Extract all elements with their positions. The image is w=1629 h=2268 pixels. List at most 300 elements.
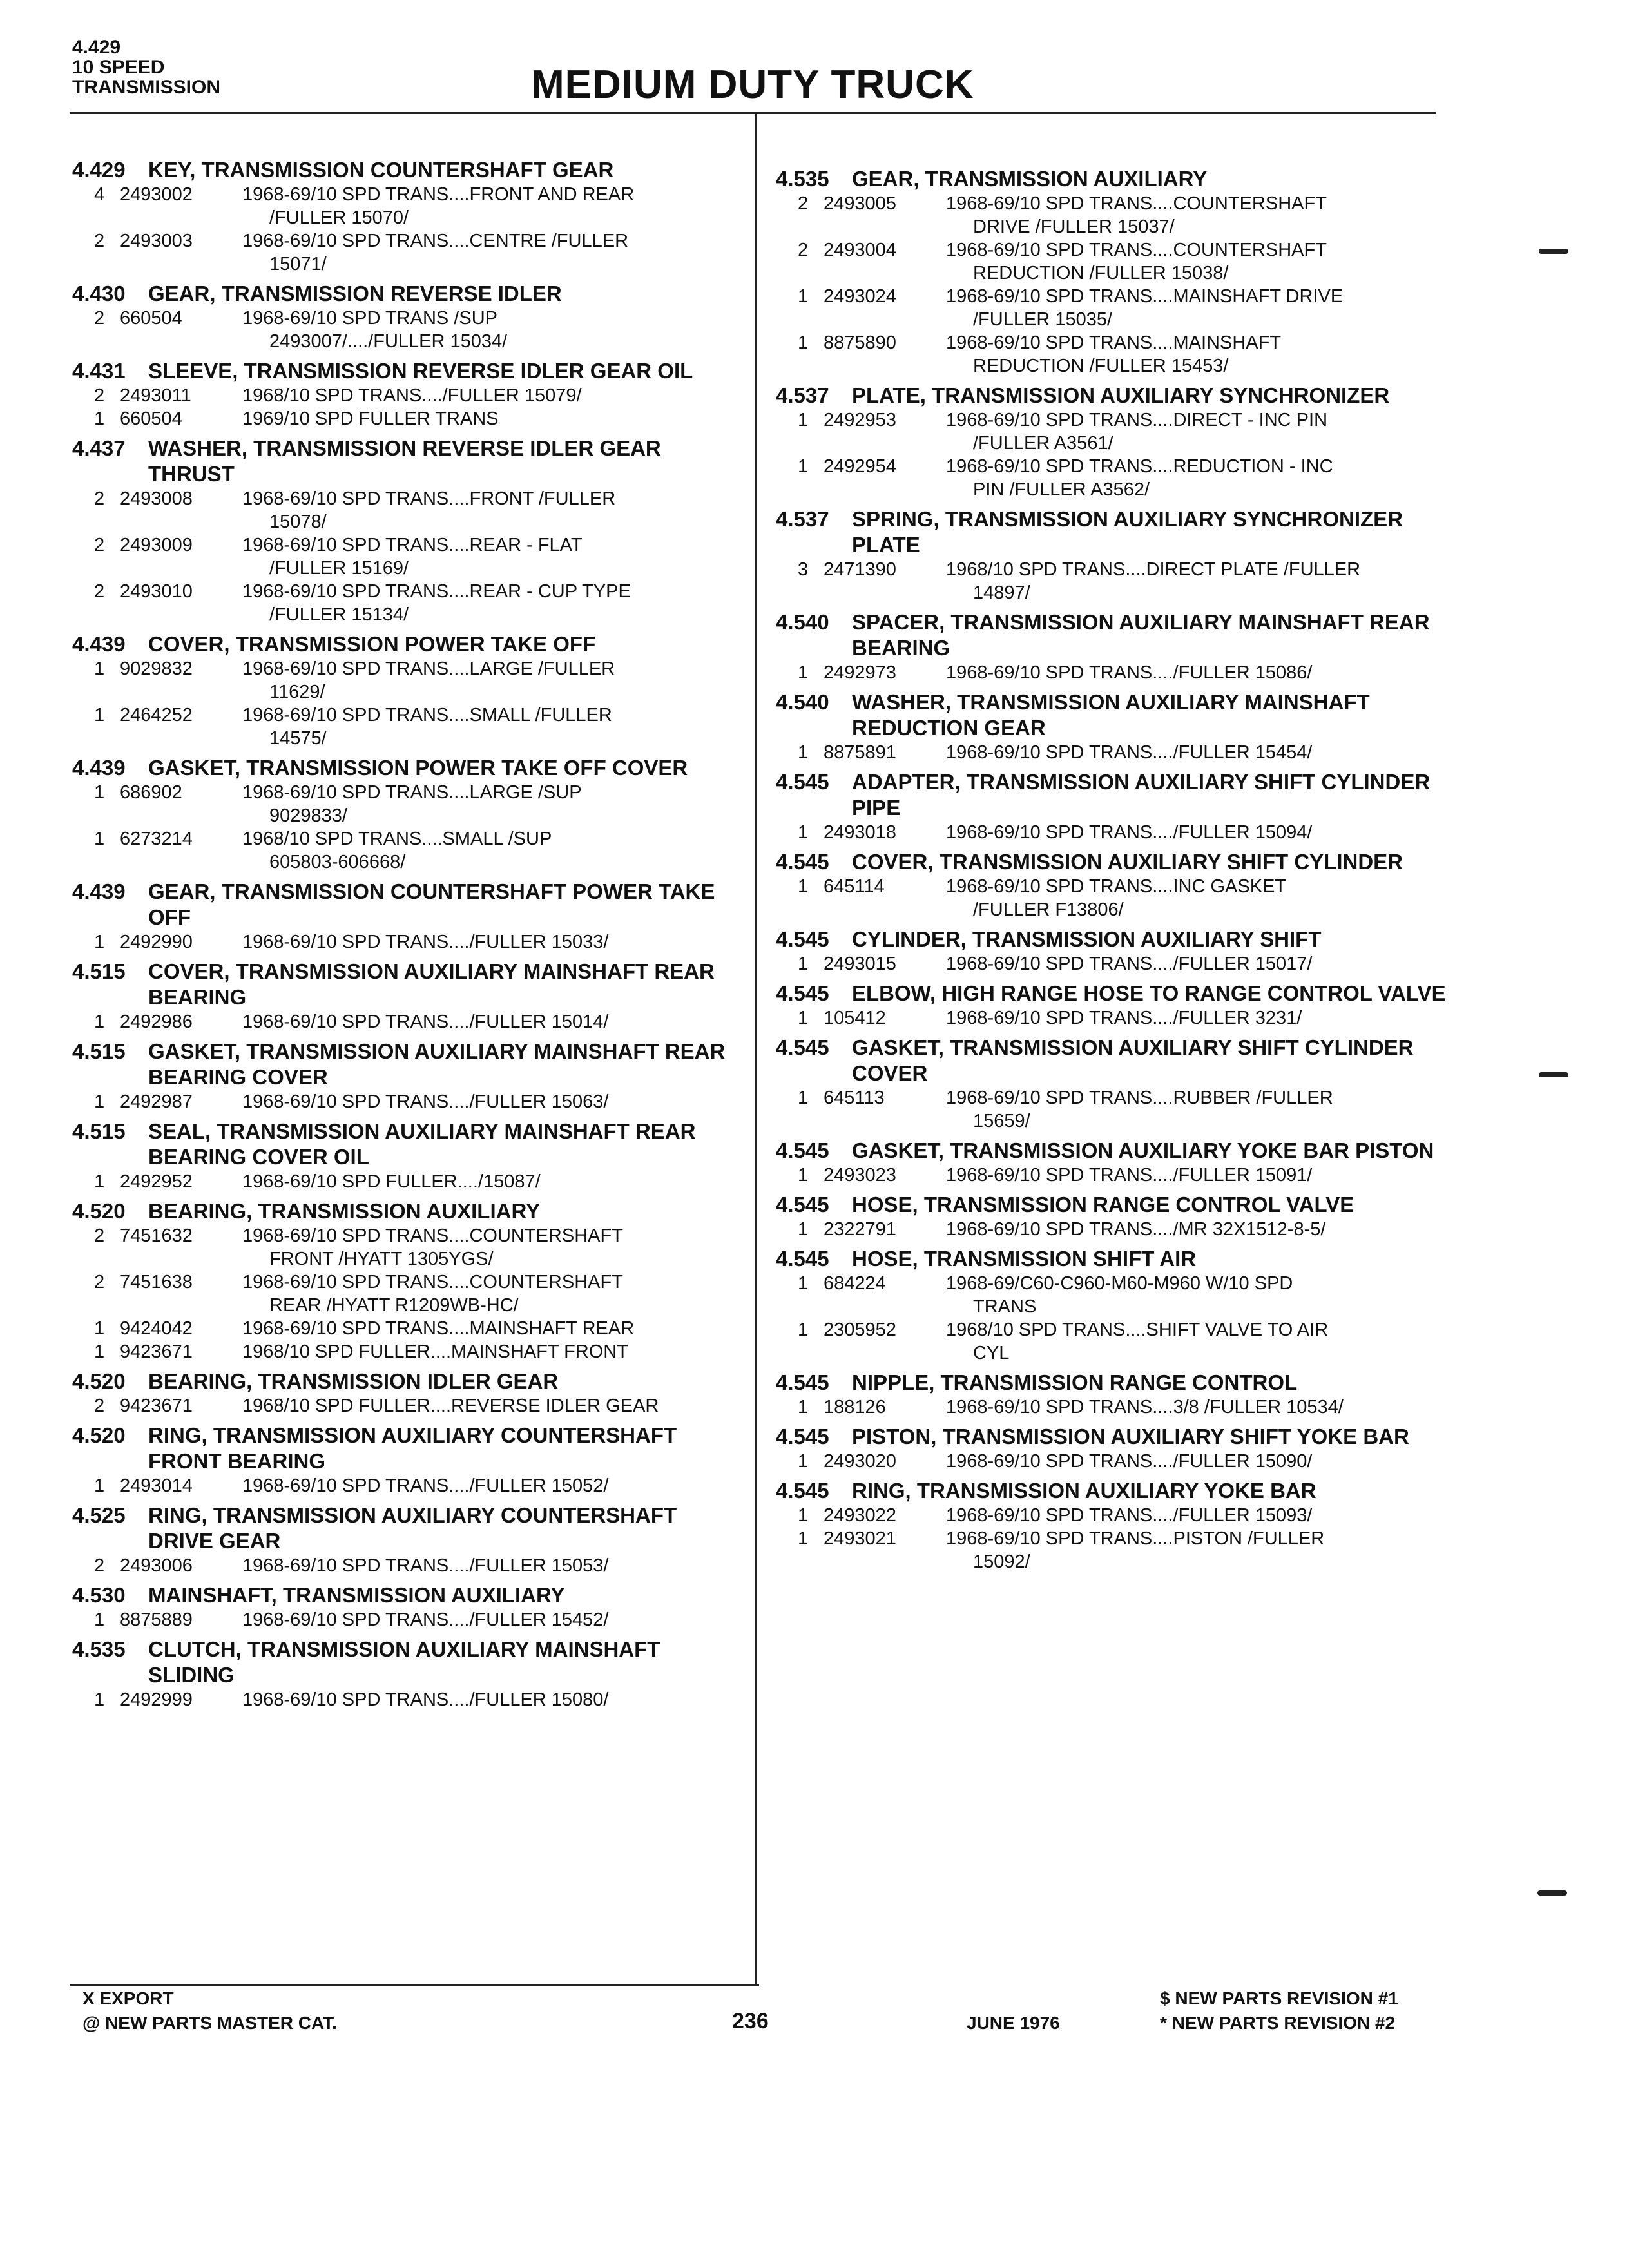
part-description-continuation: 14897/ xyxy=(973,582,1030,603)
part-number: 2493002 xyxy=(120,184,193,205)
part-description xyxy=(941,952,1446,975)
part-row xyxy=(776,1164,1446,1187)
part-description-line: 1968-69/10 SPD TRANS....RUBBER /FULLER xyxy=(946,1088,1333,1108)
part-description-line: 1968-69/10 SPD TRANS....COUNTERSHAFT xyxy=(242,1225,623,1246)
part-number: 2493008 xyxy=(120,488,193,509)
part-description-line: 1968-69/10 SPD TRANS..../FULLER 15090/ xyxy=(946,1451,1313,1472)
section-heading xyxy=(776,849,1446,875)
header-section-label xyxy=(72,37,220,97)
part-row xyxy=(72,1271,742,1317)
part-description-continuation: REDUCTION /FULLER 15038/ xyxy=(973,263,1229,284)
catalog-section xyxy=(776,689,1446,764)
part-description-line: 1968-69/10 SPD TRANS..../FULLER 15093/ xyxy=(946,1505,1313,1526)
part-description-line: 1968-69/10 SPD TRANS..../FULLER 15052/ xyxy=(242,1475,609,1496)
section-heading xyxy=(776,506,1446,558)
margin-tick-mark xyxy=(1537,1890,1567,1896)
part-description-line: 1968-69/10 SPD TRANS....SMALL /FULLER xyxy=(242,705,612,726)
section-number: 4.431 xyxy=(72,359,126,383)
part-quantity: 1 xyxy=(94,1318,105,1339)
part-number: 2305952 xyxy=(824,1320,896,1340)
part-description xyxy=(941,661,1446,684)
part-description-line: 1968-69/10 SPD TRANS....FRONT AND REAR xyxy=(242,184,635,205)
catalog-section xyxy=(776,769,1446,844)
part-description xyxy=(941,455,1446,501)
section-title: SLEEVE, TRANSMISSION REVERSE IDLER GEAR OIL xyxy=(148,359,693,383)
part-number: 2493018 xyxy=(824,822,896,843)
part-description xyxy=(237,533,742,580)
part-description-continuation: /FULLER 15169/ xyxy=(269,558,409,579)
section-number: 4.515 xyxy=(72,1119,126,1143)
section-title: HOSE, TRANSMISSION RANGE CONTROL VALVE xyxy=(852,1193,1354,1216)
part-quantity: 1 xyxy=(798,1505,809,1526)
section-title: COVER, TRANSMISSION AUXILIARY SHIFT CYLINDER xyxy=(852,850,1403,874)
catalog-section xyxy=(72,1119,742,1193)
part-number: 2493010 xyxy=(120,581,193,602)
part-quantity: 1 xyxy=(798,410,809,430)
part-number: 2471390 xyxy=(824,559,896,580)
section-number: 4.520 xyxy=(72,1369,126,1393)
part-description-line: 1968-69/10 SPD TRANS /SUP xyxy=(242,308,497,329)
part-quantity: 1 xyxy=(94,782,105,803)
catalog-section xyxy=(776,1370,1446,1419)
part-quantity: 1 xyxy=(94,1171,105,1192)
section-heading xyxy=(776,1192,1446,1218)
part-description-line: 1968-69/10 SPD TRANS..../FULLER 15086/ xyxy=(946,662,1313,683)
part-description xyxy=(941,1006,1446,1030)
part-quantity: 2 xyxy=(798,240,809,260)
part-quantity: 1 xyxy=(798,1088,809,1108)
part-row xyxy=(776,455,1446,501)
part-row xyxy=(776,1218,1446,1241)
part-row xyxy=(776,1396,1446,1419)
part-description-line: 1968-69/10 SPD TRANS..../FULLER 3231/ xyxy=(946,1008,1302,1028)
part-description-line: 1968-69/10 SPD TRANS..../FULLER 15063/ xyxy=(242,1091,609,1112)
part-row xyxy=(72,1474,742,1497)
catalog-section xyxy=(776,1138,1446,1187)
part-description-line: 1968-69/10 SPD TRANS....COUNTERSHAFT xyxy=(242,1272,623,1293)
part-quantity: 1 xyxy=(798,1451,809,1472)
catalog-section xyxy=(72,1582,742,1631)
part-description-continuation: /FULLER F13806/ xyxy=(973,899,1124,920)
part-quantity: 1 xyxy=(798,1273,809,1294)
part-row xyxy=(72,1224,742,1271)
section-number: 4.439 xyxy=(72,632,126,656)
part-description-continuation: 15078/ xyxy=(269,512,327,532)
section-heading xyxy=(776,1246,1446,1272)
part-description-continuation: PIN /FULLER A3562/ xyxy=(973,479,1150,500)
bottom-divider xyxy=(70,1984,759,1986)
section-title: MAINSHAFT, TRANSMISSION AUXILIARY xyxy=(148,1583,565,1607)
part-description-line: 1969/10 SPD FULLER TRANS xyxy=(242,408,499,429)
part-description-line: 1968-69/10 SPD TRANS....LARGE /FULLER xyxy=(242,658,615,679)
column-divider xyxy=(755,113,757,1984)
part-number: 188126 xyxy=(824,1397,886,1418)
part-number: 2492987 xyxy=(120,1091,193,1112)
part-number: 2493024 xyxy=(824,286,896,307)
part-row xyxy=(776,875,1446,921)
section-heading xyxy=(72,1503,742,1554)
section-heading xyxy=(72,879,742,930)
part-quantity: 1 xyxy=(94,932,105,952)
part-quantity: 2 xyxy=(94,1396,105,1416)
part-number: 2492986 xyxy=(120,1012,193,1032)
section-title: SPRING, TRANSMISSION AUXILIARY SYNCHRONIZER PLATE xyxy=(852,507,1403,557)
section-title: GEAR, TRANSMISSION REVERSE IDLER xyxy=(148,282,562,305)
part-number: 9423671 xyxy=(120,1341,193,1362)
part-description-line: 1968-69/10 SPD TRANS....REAR - CUP TYPE xyxy=(242,581,631,602)
part-number: 2493020 xyxy=(824,1451,896,1472)
part-description-continuation: 9029833/ xyxy=(269,805,347,826)
catalog-section xyxy=(72,281,742,353)
part-row xyxy=(72,229,742,276)
section-number: 4.520 xyxy=(72,1423,126,1447)
part-number: 8875889 xyxy=(120,1610,193,1630)
part-description xyxy=(237,1224,742,1271)
part-number: 2493015 xyxy=(824,954,896,974)
header-page-ref: 4.429 xyxy=(72,37,121,58)
part-description xyxy=(941,238,1446,285)
part-description-line: 1968/10 SPD TRANS..../FULLER 15079/ xyxy=(242,385,582,406)
part-number: 7451632 xyxy=(120,1225,193,1246)
section-heading xyxy=(72,631,742,657)
section-heading xyxy=(72,1369,742,1394)
part-description xyxy=(237,1170,742,1193)
section-number: 4.540 xyxy=(776,610,829,634)
part-description xyxy=(237,657,742,704)
part-row xyxy=(776,1450,1446,1473)
part-number: 645114 xyxy=(824,876,885,897)
part-number: 9029832 xyxy=(120,658,193,679)
part-quantity: 1 xyxy=(94,1091,105,1112)
part-description xyxy=(237,704,742,750)
part-quantity: 1 xyxy=(798,286,809,307)
part-row xyxy=(72,1170,742,1193)
part-description-continuation: 15071/ xyxy=(269,254,327,274)
part-row xyxy=(72,183,742,229)
part-description xyxy=(941,1318,1446,1365)
section-heading xyxy=(72,1423,742,1474)
part-description-continuation: CYL xyxy=(973,1343,1010,1363)
part-description-line: 1968-69/10 SPD TRANS..../FULLER 15094/ xyxy=(946,822,1313,843)
part-description xyxy=(237,1317,742,1340)
part-description-continuation: REDUCTION /FULLER 15453/ xyxy=(973,356,1229,376)
catalog-section xyxy=(72,1503,742,1577)
section-number: 4.530 xyxy=(72,1583,126,1607)
part-row xyxy=(72,307,742,353)
section-number: 4.429 xyxy=(72,158,126,182)
section-heading xyxy=(776,1370,1446,1396)
section-number: 4.540 xyxy=(776,690,829,714)
part-number: 2493023 xyxy=(824,1165,896,1186)
catalog-section xyxy=(776,927,1446,975)
part-description-line: 1968-69/10 SPD TRANS....COUNTERSHAFT xyxy=(946,193,1327,214)
part-number: 2493022 xyxy=(824,1505,896,1526)
header-speed: 10 SPEED xyxy=(72,57,165,78)
part-row xyxy=(72,407,742,430)
part-description-line: 1968-69/10 SPD TRANS....CENTRE /FULLER xyxy=(242,231,629,251)
part-row xyxy=(776,408,1446,455)
part-row xyxy=(776,238,1446,285)
part-quantity: 1 xyxy=(798,1219,809,1240)
part-number: 2492952 xyxy=(120,1171,193,1192)
left-column xyxy=(72,157,742,1716)
part-description xyxy=(941,741,1446,764)
section-heading xyxy=(72,436,742,487)
section-number: 4.545 xyxy=(776,1425,829,1448)
margin-tick-mark xyxy=(1539,249,1568,254)
part-row xyxy=(776,952,1446,975)
part-number: 684224 xyxy=(824,1273,886,1294)
section-title: HOSE, TRANSMISSION SHIFT AIR xyxy=(852,1247,1197,1271)
part-quantity: 2 xyxy=(94,308,105,329)
part-row xyxy=(72,384,742,407)
section-heading xyxy=(72,358,742,384)
part-number: 7451638 xyxy=(120,1272,193,1293)
part-description-continuation: FRONT /HYATT 1305YGS/ xyxy=(269,1249,494,1269)
part-number: 660504 xyxy=(120,308,182,329)
part-quantity: 2 xyxy=(94,385,105,406)
section-number: 4.537 xyxy=(776,507,829,531)
section-title: CYLINDER, TRANSMISSION AUXILIARY SHIFT xyxy=(852,927,1322,951)
section-number: 4.520 xyxy=(72,1199,126,1223)
section-number: 4.537 xyxy=(776,383,829,407)
section-title: RING, TRANSMISSION AUXILIARY COUNTERSHAFT FRONT BEARING xyxy=(148,1423,677,1473)
part-quantity: 4 xyxy=(94,184,105,205)
part-number: 105412 xyxy=(824,1008,886,1028)
part-description-line: 1968-69/10 SPD TRANS..../MR 32X1512-8-5/ xyxy=(946,1219,1326,1240)
part-quantity: 2 xyxy=(94,581,105,602)
part-quantity: 1 xyxy=(94,1341,105,1362)
part-number: 2493005 xyxy=(824,193,896,214)
part-quantity: 1 xyxy=(94,658,105,679)
part-description xyxy=(237,930,742,954)
part-description-continuation: REAR /HYATT R1209WB-HC/ xyxy=(269,1295,519,1316)
section-heading xyxy=(776,1138,1446,1164)
part-description xyxy=(941,408,1446,455)
header-category: TRANSMISSION xyxy=(72,77,221,98)
section-title: GASKET, TRANSMISSION AUXILIARY YOKE BAR PISTON xyxy=(852,1139,1434,1162)
part-description-line: 1968/10 SPD TRANS....DIRECT PLATE /FULLER xyxy=(946,559,1361,580)
part-row xyxy=(72,930,742,954)
part-number: 2322791 xyxy=(824,1219,896,1240)
part-number: 2493003 xyxy=(120,231,193,251)
part-quantity: 1 xyxy=(798,662,809,683)
part-row xyxy=(72,487,742,533)
section-number: 4.535 xyxy=(776,167,829,191)
page-title: MEDIUM DUTY TRUCK xyxy=(531,62,974,107)
part-description-line: 1968-69/10 SPD TRANS....DIRECT - INC PIN xyxy=(946,410,1328,430)
part-number: 2493011 xyxy=(120,385,191,406)
footer-revision-1: $ NEW PARTS REVISION #1 xyxy=(1160,1988,1398,2008)
page-number: 236 xyxy=(732,2009,769,2033)
part-row xyxy=(72,1554,742,1577)
section-heading xyxy=(776,689,1446,741)
footer-revision-2: * NEW PARTS REVISION #2 xyxy=(1160,2013,1396,2033)
part-description xyxy=(237,1554,742,1577)
part-quantity: 2 xyxy=(94,488,105,509)
section-number: 4.515 xyxy=(72,1039,126,1063)
part-description-line: 1968-69/10 SPD FULLER..../15087/ xyxy=(242,1171,541,1192)
catalog-section xyxy=(776,981,1446,1030)
part-row xyxy=(776,1504,1446,1527)
part-row xyxy=(776,331,1446,378)
part-description xyxy=(237,1688,742,1711)
catalog-section xyxy=(776,1246,1446,1365)
part-description xyxy=(941,1527,1446,1573)
part-row xyxy=(72,1340,742,1363)
section-title: GASKET, TRANSMISSION AUXILIARY MAINSHAFT REAR BEARING COVER xyxy=(148,1039,726,1089)
part-row xyxy=(776,285,1446,331)
section-title: ELBOW, HIGH RANGE HOSE TO RANGE CONTROL VALVE xyxy=(852,981,1446,1005)
catalog-section xyxy=(72,879,742,954)
catalog-section xyxy=(72,631,742,750)
section-title: COVER, TRANSMISSION POWER TAKE OFF xyxy=(148,632,596,656)
part-number: 6273214 xyxy=(120,829,193,849)
part-description-continuation: /FULLER A3561/ xyxy=(973,433,1113,454)
part-quantity: 1 xyxy=(94,1689,105,1710)
part-row xyxy=(72,657,742,704)
section-title: PLATE, TRANSMISSION AUXILIARY SYNCHRONIZER xyxy=(852,383,1390,407)
part-quantity: 1 xyxy=(798,742,809,763)
part-row xyxy=(776,1527,1446,1573)
part-description-line: 1968-69/10 SPD TRANS..../FULLER 15080/ xyxy=(242,1689,609,1710)
part-quantity: 1 xyxy=(94,1475,105,1496)
part-description-line: 1968-69/10 SPD TRANS....REAR - FLAT xyxy=(242,535,583,555)
section-heading xyxy=(72,1119,742,1170)
part-row xyxy=(776,1006,1446,1030)
part-quantity: 1 xyxy=(94,1012,105,1032)
section-title: CLUTCH, TRANSMISSION AUXILIARY MAINSHAFT SLIDING xyxy=(148,1637,660,1687)
part-row xyxy=(72,1688,742,1711)
part-description-line: 1968-69/C60-C960-M60-M960 W/10 SPD xyxy=(946,1273,1293,1294)
part-description-continuation: 14575/ xyxy=(269,728,327,749)
section-number: 4.439 xyxy=(72,879,126,903)
part-description-line: 1968-69/10 SPD TRANS....LARGE /SUP xyxy=(242,782,582,803)
part-description-line: 1968-69/10 SPD TRANS....REDUCTION - INC xyxy=(946,456,1333,477)
section-heading xyxy=(776,1035,1446,1086)
part-description xyxy=(941,331,1446,378)
section-heading xyxy=(72,1637,742,1688)
part-number: 2493021 xyxy=(824,1528,896,1549)
part-description xyxy=(941,1218,1446,1241)
part-description-continuation: DRIVE /FULLER 15037/ xyxy=(973,216,1175,237)
part-quantity: 1 xyxy=(798,1008,809,1028)
part-description xyxy=(941,558,1446,604)
part-row xyxy=(72,704,742,750)
catalog-section xyxy=(72,959,742,1033)
part-number: 8875891 xyxy=(824,742,896,763)
section-number: 4.545 xyxy=(776,1139,829,1162)
part-description xyxy=(237,827,742,874)
catalog-section xyxy=(776,610,1446,684)
part-description-line: 1968-69/10 SPD TRANS....FRONT /FULLER xyxy=(242,488,616,509)
section-title: RING, TRANSMISSION AUXILIARY YOKE BAR xyxy=(852,1479,1316,1503)
section-heading xyxy=(776,610,1446,661)
margin-tick-mark xyxy=(1539,1072,1568,1077)
catalog-section xyxy=(72,436,742,626)
part-description-line: 1968-69/10 SPD TRANS....3/8 /FULLER 10534/ xyxy=(946,1397,1344,1418)
section-number: 4.545 xyxy=(776,981,829,1005)
part-description xyxy=(237,1271,742,1317)
part-number: 2464252 xyxy=(120,705,193,726)
part-description-line: 1968/10 SPD TRANS....SMALL /SUP xyxy=(242,829,552,849)
part-description xyxy=(237,1394,742,1418)
catalog-section xyxy=(776,1478,1446,1573)
section-title: KEY, TRANSMISSION COUNTERSHAFT GEAR xyxy=(148,158,614,182)
part-row xyxy=(72,1317,742,1340)
part-description-continuation: 605803-606668/ xyxy=(269,852,406,872)
section-title: GEAR, TRANSMISSION COUNTERSHAFT POWER TAKE OFF xyxy=(148,879,715,929)
part-description xyxy=(237,229,742,276)
section-title: COVER, TRANSMISSION AUXILIARY MAINSHAFT REAR BEARING xyxy=(148,959,715,1009)
section-title: WASHER, TRANSMISSION AUXILIARY MAINSHAFT REDUCTION GEAR xyxy=(852,690,1370,740)
footer-legend-export: X EXPORT xyxy=(82,1988,174,2008)
part-description-line: 1968-69/10 SPD TRANS..../FULLER 15033/ xyxy=(242,932,609,952)
part-description-line: 1968-69/10 SPD TRANS....INC GASKET xyxy=(946,876,1287,897)
section-number: 4.545 xyxy=(776,1035,829,1059)
section-title: PISTON, TRANSMISSION AUXILIARY SHIFT YOKE BAR xyxy=(852,1425,1409,1448)
part-row xyxy=(776,821,1446,844)
part-quantity: 1 xyxy=(798,822,809,843)
part-description-line: 1968-69/10 SPD TRANS....MAINSHAFT REAR xyxy=(242,1318,635,1339)
part-description-line: 1968-69/10 SPD TRANS..../FULLER 15017/ xyxy=(946,954,1313,974)
part-description xyxy=(941,1164,1446,1187)
section-heading xyxy=(776,383,1446,408)
section-heading xyxy=(72,1582,742,1608)
part-description-line: 1968-69/10 SPD TRANS....MAINSHAFT DRIVE xyxy=(946,286,1344,307)
section-title: SPACER, TRANSMISSION AUXILIARY MAINSHAFT REAR BEARING xyxy=(852,610,1430,660)
part-description xyxy=(941,1450,1446,1473)
section-title: NIPPLE, TRANSMISSION RANGE CONTROL xyxy=(852,1370,1298,1394)
catalog-section xyxy=(72,1198,742,1363)
catalog-section xyxy=(72,1039,742,1113)
part-row xyxy=(72,580,742,626)
part-number: 2492999 xyxy=(120,1689,193,1710)
right-column xyxy=(776,166,1446,1579)
section-title: BEARING, TRANSMISSION AUXILIARY xyxy=(148,1199,541,1223)
part-description xyxy=(237,307,742,353)
catalog-section xyxy=(72,1369,742,1418)
part-description-continuation: /FULLER 15134/ xyxy=(269,604,409,625)
part-quantity: 1 xyxy=(798,954,809,974)
part-description xyxy=(237,1010,742,1033)
part-description-line: 1968-69/10 SPD TRANS..../FULLER 15091/ xyxy=(946,1165,1313,1186)
part-quantity: 1 xyxy=(798,1528,809,1549)
part-description xyxy=(941,1272,1446,1318)
footer-legend-master: @ NEW PARTS MASTER CAT. xyxy=(82,2013,337,2033)
part-description xyxy=(941,1086,1446,1133)
section-number: 4.525 xyxy=(72,1503,126,1527)
part-number: 2492954 xyxy=(824,456,896,477)
part-description xyxy=(941,1504,1446,1527)
section-title: BEARING, TRANSMISSION IDLER GEAR xyxy=(148,1369,559,1393)
catalog-section xyxy=(72,755,742,874)
section-heading xyxy=(776,927,1446,952)
catalog-section xyxy=(776,849,1446,921)
catalog-section xyxy=(776,1035,1446,1133)
part-description xyxy=(941,875,1446,921)
part-description-continuation: /FULLER 15070/ xyxy=(269,207,409,228)
part-quantity: 2 xyxy=(94,535,105,555)
section-heading xyxy=(776,1424,1446,1450)
section-number: 4.430 xyxy=(72,282,126,305)
part-row xyxy=(776,1318,1446,1365)
part-row xyxy=(776,558,1446,604)
part-description xyxy=(237,1340,742,1363)
section-heading xyxy=(776,1478,1446,1504)
part-number: 9423671 xyxy=(120,1396,193,1416)
part-row xyxy=(776,1086,1446,1133)
